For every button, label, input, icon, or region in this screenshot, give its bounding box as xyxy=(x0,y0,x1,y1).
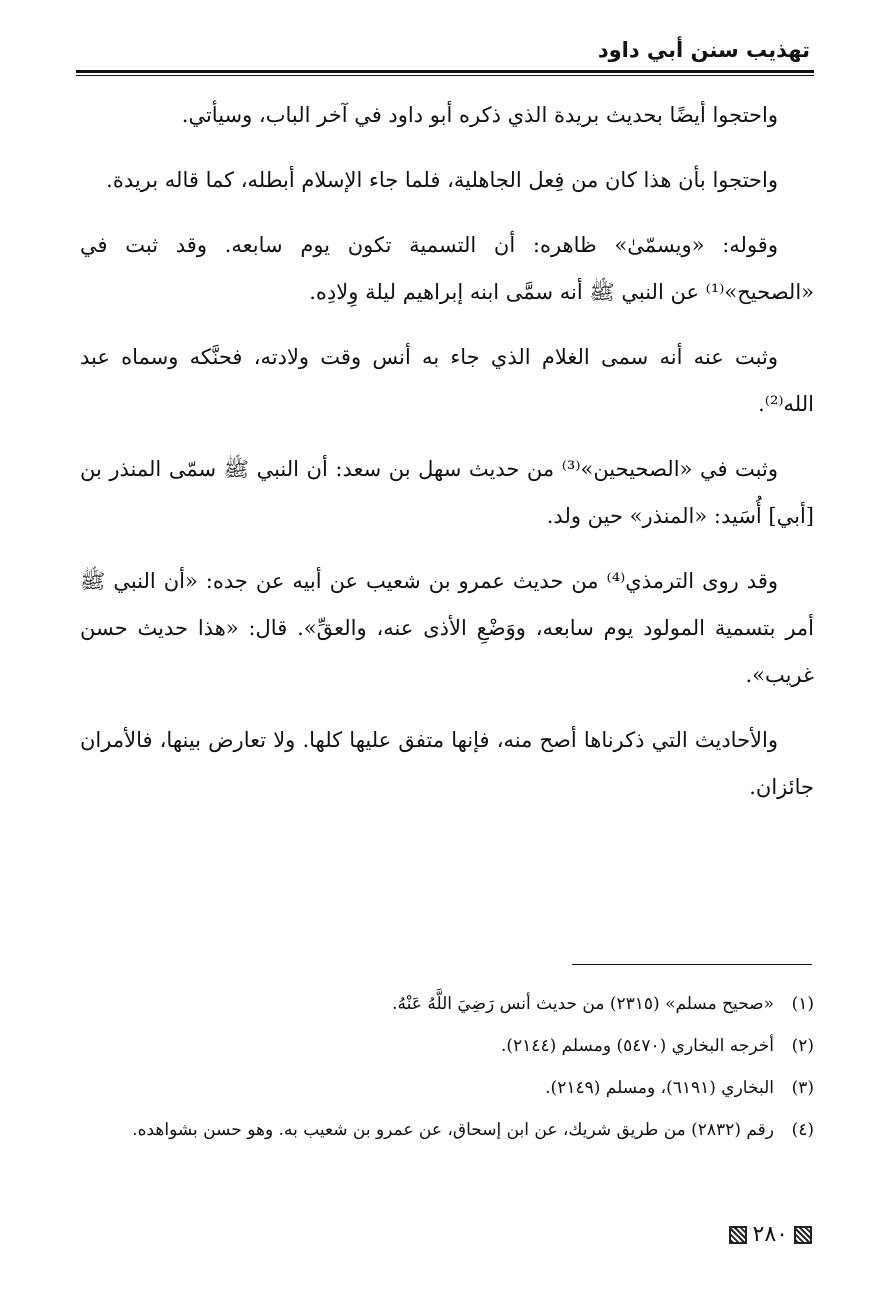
footnote xyxy=(80,1070,814,1106)
paragraph: وقوله: «ويسمّىٰ» ظاهره: أن التسمية تكون يوم سابعه. وقد ثبت في «الصحيح»⁽¹⁾ عن النبي ﷺ أنه سمَّى ابنه إبراهيم ليلة وِلادِه. xyxy=(80,233,814,304)
footnotes xyxy=(80,986,814,1154)
footnote xyxy=(80,1112,814,1148)
ornament-icon xyxy=(729,1226,747,1244)
footnote-number: (٣) xyxy=(791,1078,814,1098)
footnote-number: (٤) xyxy=(791,1120,814,1140)
paragraph: وثبت عنه أنه سمى الغلام الذي جاء به أنس وقت ولادته، فحنَّكه وسماه عبد الله⁽²⁾. xyxy=(80,345,814,416)
ornament-icon xyxy=(794,1226,812,1244)
running-header: تهذيب سنن أبي داود xyxy=(597,38,810,62)
footnote-number: (٢) xyxy=(791,1036,814,1056)
page-number-block xyxy=(729,1222,812,1247)
paragraph: وثبت في «الصحيحين»⁽³⁾ من حديث سهل بن سعد: أن النبي ﷺ سمّى المنذر بن [أبي] أُسَيد: «المنذر» حين ولد. xyxy=(80,457,814,528)
main-text xyxy=(80,92,814,829)
footnote-text: «صحيح مسلم» (٢٣١٥) من حديث أنس رَضِيَ اللَّهُ عَنْهُ. xyxy=(392,994,774,1014)
header-rule-thin xyxy=(76,75,814,76)
paragraph: واحتجوا بأن هذا كان من فِعل الجاهلية، فلما جاء الإسلام أبطله، كما قاله بريدة. xyxy=(106,168,778,192)
page-number: ٢٨٠ xyxy=(752,1222,788,1247)
paragraph: والأحاديث التي ذكرناها أصح منه، فإنها متفق عليها كلها. ولا تعارض بينها، فالأمران جائزان. xyxy=(80,728,814,799)
footnote-number: (١) xyxy=(791,994,814,1014)
footnote-text: أخرجه البخاري (٥٤٧٠) ومسلم (٢١٤٤). xyxy=(501,1036,774,1056)
footnote-separator xyxy=(572,964,812,965)
footnote xyxy=(80,986,814,1022)
footnote-text: رقم (٢٨٣٢) من طريق شريك، عن ابن إسحاق، عن عمرو بن شعيب به. وهو حسن بشواهده. xyxy=(132,1120,774,1140)
header-rule-thick xyxy=(76,70,814,73)
paragraph: وقد روى الترمذي⁽⁴⁾ من حديث عمرو بن شعيب عن أبيه عن جده: «أن النبي ﷺ أمر بتسمية المولود يوم سابعه، ووَضْعِ الأذى عنه، والعقِّ». قال: «هذا حديث حسن غريب». xyxy=(80,569,814,687)
paragraph: واحتجوا أيضًا بحديث بريدة الذي ذكره أبو داود في آخر الباب، وسيأتي. xyxy=(181,103,778,127)
footnote-text: البخاري (٦١٩١)، ومسلم (٢١٤٩). xyxy=(545,1078,774,1098)
footnote xyxy=(80,1028,814,1064)
